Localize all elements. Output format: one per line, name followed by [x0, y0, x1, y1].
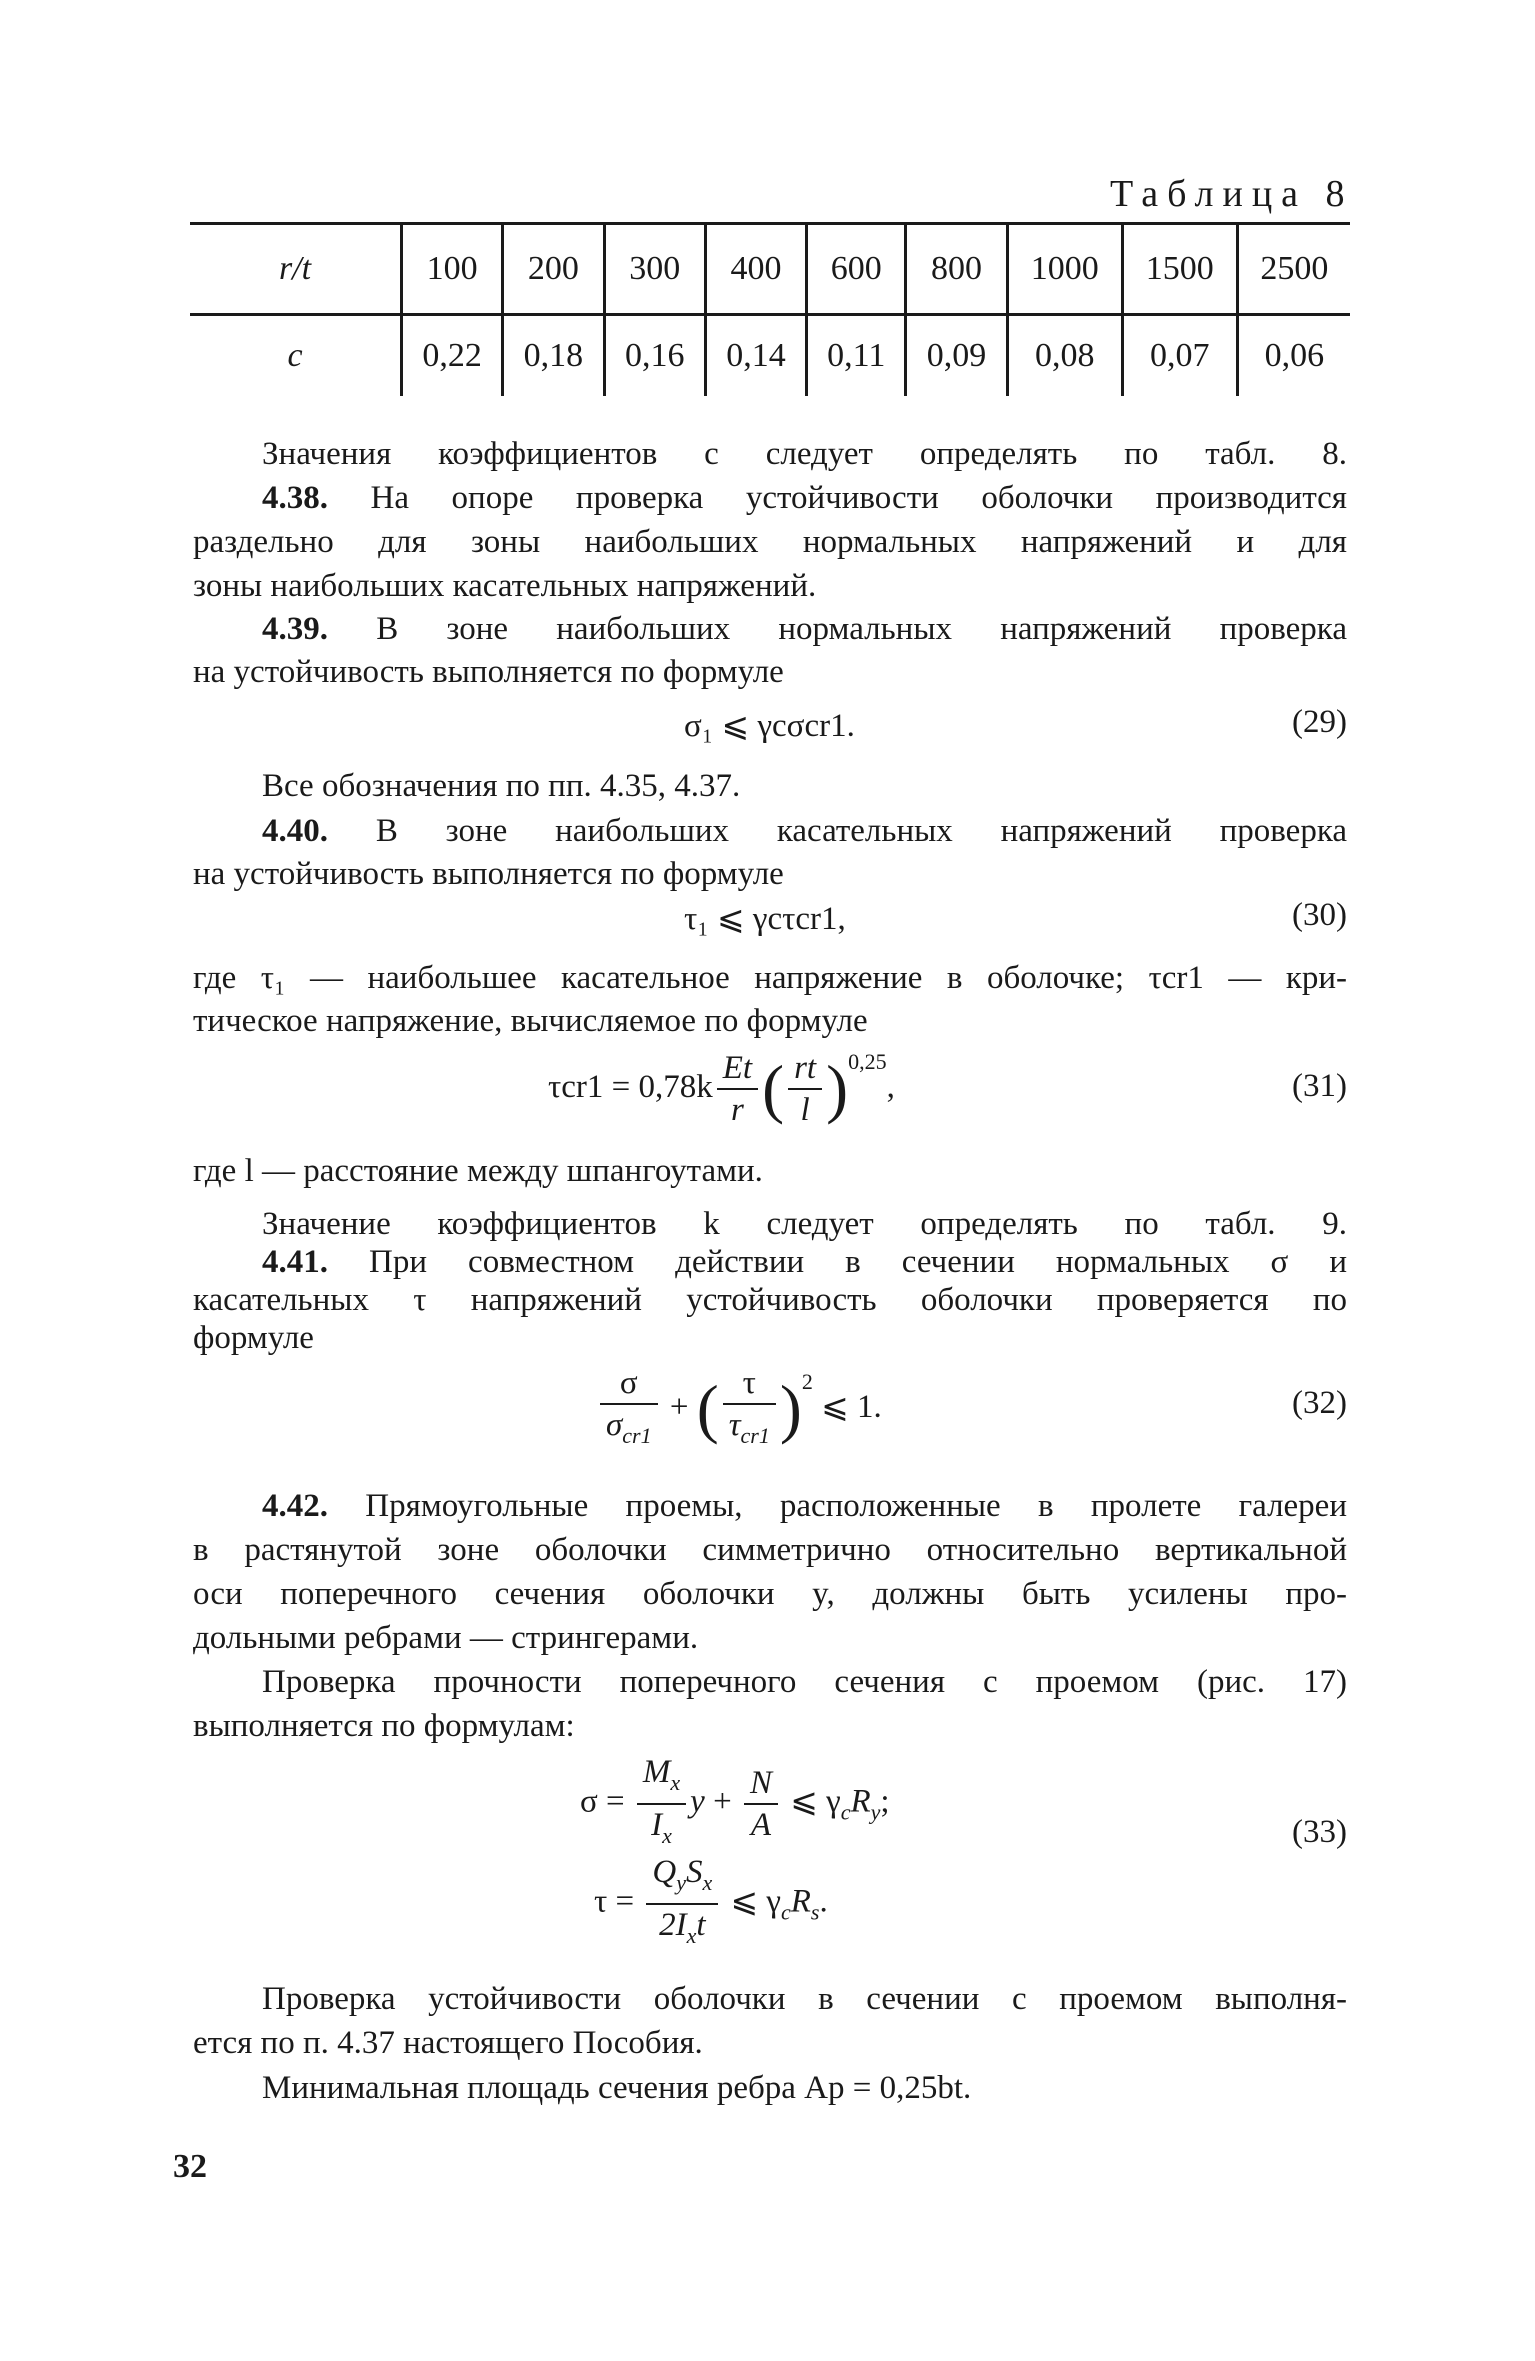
paragraph-4-38-line: раздельно для зоны наибольших нормальных напряжений и для	[193, 524, 1347, 560]
paragraph-stability-check-line: ется по п. 4.37 настоящего Пособия.	[193, 2025, 703, 2061]
paragraph-4-42-line: в растянутой зоне оболочки симметрично относительно вертикальной	[193, 1532, 1347, 1568]
clause-number: 4.40.	[262, 813, 328, 849]
paragraph-stability-check-line: Проверка устойчивости оболочки в сечении с проемом выполня-	[262, 1981, 1347, 2017]
fraction-mx-ix: $\frac{M_x}{I_x}$	[637, 1752, 686, 1856]
text-line: В зоне наибольших касательных напряжений проверка	[328, 813, 1347, 849]
paragraph-4-41-line: формуле	[193, 1320, 314, 1356]
paragraph-strength-check-line: выполняется по формулам:	[193, 1708, 575, 1744]
equation-number-30: (30)	[1292, 897, 1347, 933]
table-cell: 0,09	[906, 315, 1007, 397]
equation-number-31: (31)	[1292, 1068, 1347, 1104]
paragraph-4-42-line	[262, 1484, 1347, 1528]
clause-number: 4.42.	[262, 1488, 328, 1524]
paragraph-4-42-line: дольными ребрами — стрингерами.	[193, 1620, 699, 1656]
table-cell: 0,18	[503, 315, 604, 397]
table-cell: 0,06	[1237, 315, 1350, 397]
table-cell: 1500	[1122, 224, 1237, 315]
table-cell: 0,14	[705, 315, 806, 397]
paragraph-where-tau-line: где τ₁ — наибольшее касательное напряжение в оболочке; τcr1 — кри-	[193, 960, 1347, 996]
paragraph-4-42-line: оси поперечного сечения оболочки y, должны быть усилены про-	[193, 1576, 1347, 1612]
equation-number-33: (33)	[1292, 1814, 1347, 1850]
text-line: При совместном действии в сечении нормальных σ и	[328, 1244, 1347, 1280]
fraction-sigma: $\frac{\sigma}{\sigma_{cr1}}$	[600, 1363, 658, 1456]
table-caption: Таблица 8	[1110, 173, 1354, 215]
table-cell: 0,16	[604, 315, 705, 397]
formula-29: σ₁ ⩽ γcσcr1.	[684, 708, 855, 744]
paragraph-where-l: где l — расстояние между шпангоутами.	[193, 1153, 763, 1189]
table-cell: 300	[604, 224, 705, 315]
formula-33-sigma: σ = $\frac{M_x}{I_x}$ y + $\frac{N}{A}$ ⩽ $\gamma_cR_y$;	[580, 1752, 890, 1856]
fraction-tau: $\frac{\tau}{\tau_{cr1}}$	[723, 1363, 776, 1456]
clause-number: 4.38.	[262, 480, 328, 516]
table-cell: 0,11	[807, 315, 906, 397]
formula-31-lhs: τcr1 = 0,78k	[548, 1069, 713, 1105]
table-row	[190, 315, 1350, 397]
formula-30: τ₁ ⩽ γcτcr1,	[684, 901, 846, 937]
fraction-et-r: $\frac{Et}{r}$	[717, 1048, 758, 1130]
paragraph-designations: Все обозначения по пп. 4.35, 4.37.	[262, 768, 741, 804]
paragraph-4-41-line: касательных τ напряжений устойчивость оболочки проверяется по	[193, 1282, 1347, 1318]
table-cell: 600	[807, 224, 906, 315]
fraction-rt-l: $\frac{rt}{l}$	[788, 1048, 822, 1130]
coefficient-table	[190, 222, 1350, 396]
paragraph-4-39-line: на устойчивость выполняется по формуле	[193, 654, 784, 690]
text-line: На опоре проверка устойчивости оболочки производится	[328, 480, 1347, 516]
equation-number-29: (29)	[1292, 704, 1347, 740]
table-cell: 1000	[1007, 224, 1122, 315]
table-cell: 2500	[1237, 224, 1350, 315]
paragraph-coef-k: Значение коэффициентов k следует определять по табл. 9.	[262, 1206, 1347, 1242]
paragraph-4-39-line	[262, 607, 1347, 651]
paragraph-4-38-line: зоны наибольших касательных напряжений.	[193, 568, 817, 604]
table-row	[190, 224, 1350, 315]
formula-33-tau: τ = $\frac{Q_yS_x}{2I_xt}$ ⩽ $\gamma_cR_s$.	[594, 1852, 828, 1956]
paragraph-4-40-line	[262, 809, 1347, 853]
table-cell: 0,08	[1007, 315, 1122, 397]
paragraph-strength-check-line: Проверка прочности поперечного сечения с проемом (рис. 17)	[262, 1664, 1347, 1700]
formula-32: $\frac{\sigma}{\sigma_{cr1}}$ + ( $\frac{\tau}{\tau_{cr1}}$ )$^2$ ⩽ 1.	[596, 1360, 882, 1456]
paragraph-4-38-line	[262, 476, 1347, 520]
row-label-rt: r/t	[190, 224, 402, 315]
table-cell: 800	[906, 224, 1007, 315]
page-number: 32	[173, 2148, 207, 2185]
paragraph-where-tau-line: тическое напряжение, вычисляемое по формуле	[193, 1003, 868, 1039]
formula-31: τcr1 = 0,78k $\frac{Et}{r}$ ( $\frac{rt}{l}$ )$^{0,25}$,	[548, 1049, 895, 1129]
clause-number: 4.41.	[262, 1244, 328, 1280]
table-cell: 100	[402, 224, 503, 315]
paragraph-4-40-line: на устойчивость выполняется по формуле	[193, 856, 784, 892]
fraction-n-a: $\frac{N}{A}$	[744, 1763, 778, 1845]
clause-number: 4.39.	[262, 611, 328, 647]
table-cell: 0,07	[1122, 315, 1237, 397]
row-label-c: c	[190, 315, 402, 397]
equation-number-32: (32)	[1292, 1385, 1347, 1421]
paragraph-coef-c: Значения коэффициентов c следует определять по табл. 8.	[262, 436, 1347, 472]
paragraph-min-area: Минимальная площадь сечения ребра Ap = 0,25bt.	[262, 2070, 972, 2106]
table-cell: 0,22	[402, 315, 503, 397]
fraction-qs-2it: $\frac{Q_yS_x}{2I_xt}$	[646, 1852, 718, 1956]
text-line: В зоне наибольших нормальных напряжений проверка	[328, 611, 1347, 647]
table-cell: 400	[705, 224, 806, 315]
table-cell: 200	[503, 224, 604, 315]
text-line: Прямоугольные проемы, расположенные в пролете галереи	[328, 1488, 1347, 1524]
